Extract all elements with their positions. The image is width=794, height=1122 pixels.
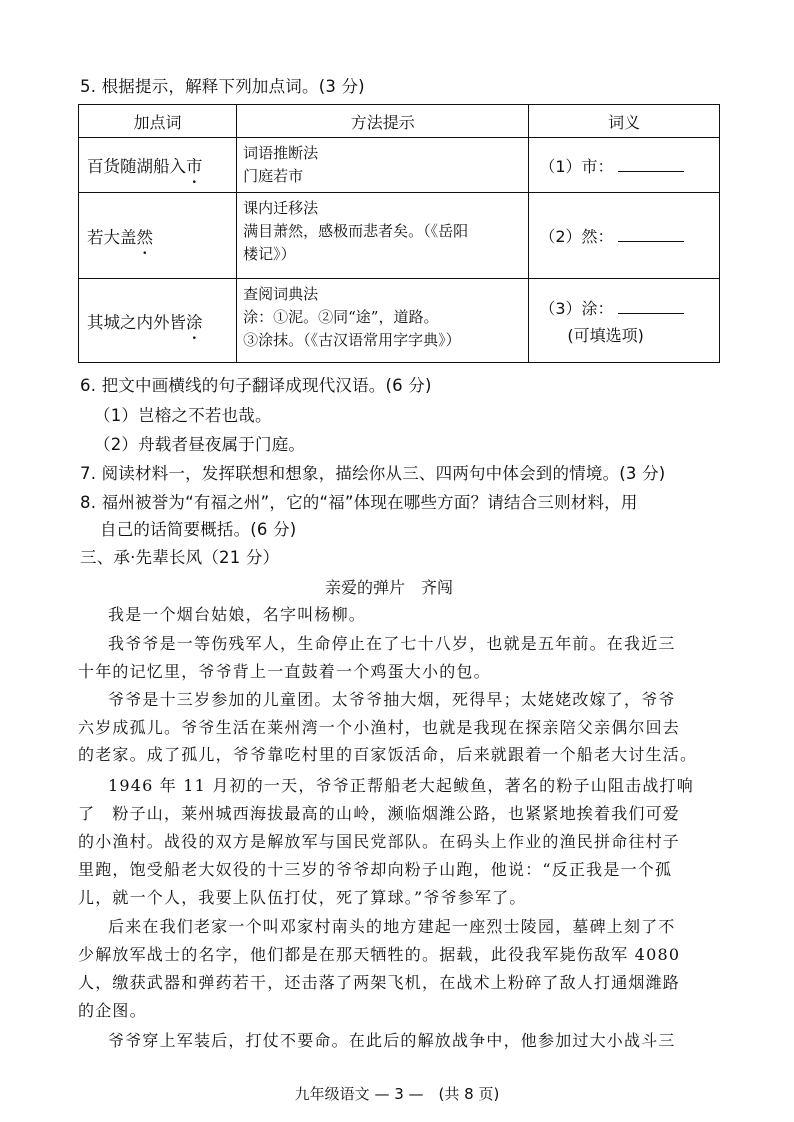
- dotted-char: 涂: [186, 312, 203, 332]
- question-5-prompt: 5. 根据提示，解释下列加点词。(3 分): [80, 77, 365, 96]
- answer-blank[interactable]: [618, 227, 684, 242]
- question-7-prompt: 7. 阅读材料一，发挥联想和想象，描绘你从三、四两句中体会到的情境。(3 分): [80, 464, 666, 483]
- article-paragraph-line: 我是一个烟台姑娘，名字叫杨柳。: [108, 605, 367, 624]
- header-meaning: 词义: [529, 105, 720, 138]
- article-title: 亲爱的弹片 齐闯: [325, 578, 454, 597]
- meaning-note: (可填选项): [567, 325, 644, 345]
- article-paragraph-line: 里跑，饱受船老大奴役的十三岁的爷爷却向粉子山跑，他说：“反正我是一个孤: [78, 860, 673, 879]
- dotted-char: 然: [136, 227, 153, 247]
- meaning-cell: （1）市：: [529, 138, 720, 193]
- dotted-word-cell: 百货随湖船入市: [79, 138, 237, 193]
- hint-method: 查阅词典法: [243, 285, 319, 303]
- dotted-word-cell: 若大盖然: [79, 193, 237, 279]
- answer-blank[interactable]: [618, 157, 684, 172]
- meaning-cell: （3）涂： (可填选项): [529, 279, 720, 363]
- question-8-line-2: 自己的话简要概括。(6 分): [100, 520, 297, 539]
- article-paragraph-line: 六岁成孤儿。爷爷生活在莱州湾一个小渔村，也就是我现在探亲陪父亲偶尔回去: [78, 718, 681, 737]
- hint-cell: [237, 193, 529, 279]
- hint-example: 满目萧然，感极而悲者矣。（《岳阳 楼记》）: [243, 222, 469, 263]
- article-paragraph-line: 爷爷是十三岁参加的儿童团。太爷爷抽大烟，死得早；太姥姥改嫁了，爷爷: [108, 690, 676, 709]
- article-paragraph-line: 的小渔村。战役的双方是解放军与国民党部队。在码头上作业的渔民拼命往村子: [78, 832, 681, 851]
- dotted-char: 市: [186, 157, 203, 176]
- article-paragraph-line: 我爷爷是一等伤残军人，生命停止在了七十八岁，也就是五年前。在我近三: [108, 634, 676, 653]
- hint-example: 门庭若市: [243, 167, 304, 185]
- article-paragraph-line: 的老家。成了孤儿，爷爷靠吃村里的百家饭活命，后来就跟着一个船老大讨生活。: [78, 745, 698, 764]
- article-paragraph-line: 少解放军战士的名字，他们都是在那天牺牲的。据载，此役我军毙伤敌军 4080: [78, 945, 681, 964]
- article-paragraph-line: 的企图。: [78, 1001, 147, 1020]
- hint-method: 词语推断法: [243, 144, 319, 162]
- page-footer: 九年级语文 — 3 — (共 8 页): [294, 1085, 500, 1103]
- answer-table: [78, 104, 720, 363]
- answer-blank[interactable]: [618, 299, 684, 314]
- article-paragraph-line: 后来在我们老家一个叫邓家村南头的地方建起一座烈士陵园，墓碑上刻了不: [108, 917, 676, 936]
- hint-cell: [237, 279, 529, 363]
- dotted-word-cell: 其城之内外皆涂: [79, 279, 237, 363]
- table-row: [79, 138, 720, 193]
- question-6-prompt: 6. 把文中画横线的句子翻译成现代汉语。(6 分): [80, 376, 432, 395]
- article-paragraph-line: 了 粉子山，莱州城西海拔最高的山岭，濒临烟潍公路，也紧紧地挨着我们可爱: [78, 804, 681, 823]
- article-paragraph-line: 儿，就一个人，我要上队伍打仗，死了算球。”爷爷参军了。: [78, 888, 527, 907]
- hint-cell: [237, 138, 529, 193]
- meaning-cell: （2）然：: [529, 193, 720, 279]
- article-paragraph-line: 人，缴获武器和弹药若干，还击落了两架飞机，在战术上粉碎了敌人打通烟潍路: [78, 973, 681, 992]
- table-header-row: [79, 105, 720, 138]
- table-row: [79, 193, 720, 279]
- hint-example: 涂：①泥。②同“途”，道路。 ③涂抹。（《古汉语常用字字典》）: [243, 308, 461, 349]
- header-dotted-word: 加点词: [79, 105, 237, 138]
- article-paragraph-line: 爷爷穿上军装后，打仗不要命。在此后的解放战争中，他参加过大小战斗三: [108, 1031, 676, 1050]
- header-method-hint: 方法提示: [237, 105, 529, 138]
- table-row: [79, 279, 720, 363]
- section-3-heading: 三、承·先辈长风（21 分）: [80, 548, 280, 567]
- hint-method: 课内迁移法: [243, 199, 319, 217]
- question-6-item-1: （1）岂榕之不若也哉。: [94, 406, 272, 425]
- question-6-item-2: （2）舟载者昼夜属于门庭。: [94, 435, 306, 454]
- article-paragraph-line: 十年的记忆里，爷爷背上一直鼓着一个鸡蛋大小的包。: [78, 662, 491, 681]
- question-8-line-1: 8. 福州被誉为“有福之州”，它的“福”体现在哪些方面？请结合三则材料，用: [80, 493, 638, 512]
- article-paragraph-line: 1946 年 11 月初的一天，爷爷正帮船老大起鲅鱼，著名的粉子山阻击战打响: [108, 776, 694, 795]
